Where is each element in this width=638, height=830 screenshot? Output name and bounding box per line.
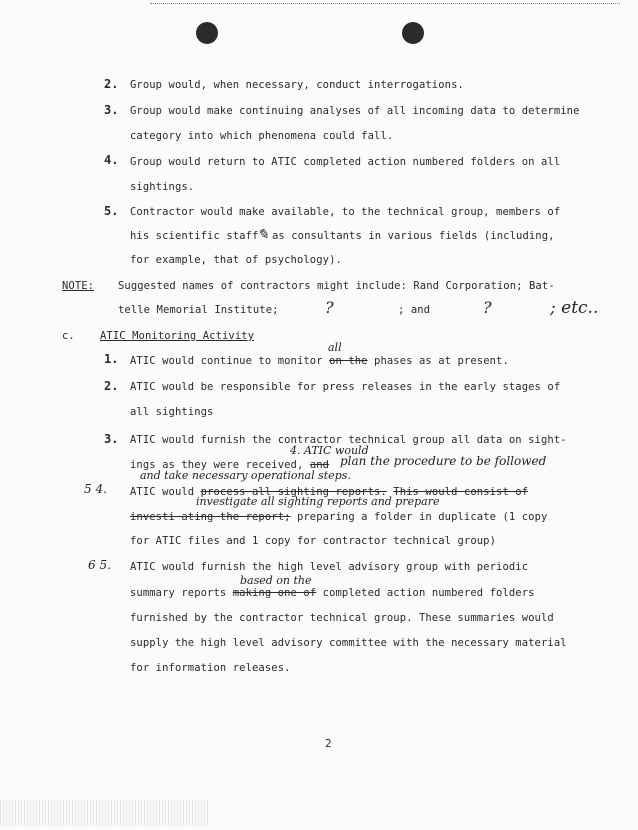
item-text: for information releases. xyxy=(130,662,291,674)
item-text: category into which phenomena could fall. xyxy=(130,130,394,142)
section-title: ATIC Monitoring Activity xyxy=(100,330,255,342)
struck-text: and xyxy=(309,459,330,471)
handwritten-insert: plan the procedure to be followed xyxy=(340,454,547,468)
struck-text: process all sighting reports. xyxy=(200,486,387,498)
scan-edge-line xyxy=(150,3,620,5)
item-number: 5. xyxy=(104,204,119,218)
struck-text: making one of xyxy=(232,587,317,599)
handwritten-insert: based on the xyxy=(240,574,312,587)
item-text: his scientific staff xyxy=(130,230,259,242)
item-number: 2. xyxy=(104,77,119,91)
item-number: 4. xyxy=(104,153,119,167)
handwritten-insert: 4. ATIC would xyxy=(290,444,369,457)
item-text: sightings. xyxy=(130,181,195,193)
item-text: summary reports xyxy=(130,587,227,599)
scan-noise xyxy=(0,800,210,826)
item-number: 2. xyxy=(104,379,119,393)
item-text: ings as they were received, xyxy=(130,459,304,471)
struck-text: on the xyxy=(329,355,368,367)
item-text: ATIC would xyxy=(130,486,195,498)
punch-hole-right xyxy=(402,22,424,44)
item-text: furnished by the contractor technical group. These summaries would xyxy=(130,612,554,624)
item-text: Group would make continuing analyses of all incoming data to determine xyxy=(130,105,580,117)
handwritten-etc: ; etc.. xyxy=(550,298,599,318)
item-text: phases as at present. xyxy=(374,355,509,367)
item-text: Group would return to ATIC completed action numbered folders on all xyxy=(130,156,561,168)
note-text: ; and xyxy=(398,304,431,316)
struck-text: investi ating the report; xyxy=(130,511,291,523)
item-text: for ATIC files and 1 copy for contractor technical group) xyxy=(130,535,497,547)
item-text: all sightings xyxy=(130,406,214,418)
handwritten-question: ? xyxy=(325,298,334,317)
page-number: 2 xyxy=(325,737,332,750)
punch-hole-left xyxy=(196,22,218,44)
struck-text: This would consist of xyxy=(393,486,529,498)
handwritten-insert: all xyxy=(328,341,342,354)
item-text: completed action numbered folders xyxy=(322,587,535,599)
section-letter: c. xyxy=(62,330,75,342)
handwritten-item-number: 6 5. xyxy=(88,558,111,572)
handwritten-insert: and take necessary operational steps. xyxy=(140,469,351,482)
item-text: supply the high level advisory committee with the necessary material xyxy=(130,637,567,649)
item-text: for example, that of psychology). xyxy=(130,254,342,266)
handwritten-question: ? xyxy=(483,298,492,317)
handwritten-mark: ✎ xyxy=(257,227,269,243)
item-text-line xyxy=(130,355,509,367)
handwritten-item-number: 5 4. xyxy=(84,482,107,496)
item-text-line xyxy=(130,587,535,599)
item-text: ATIC would continue to monitor xyxy=(130,355,323,367)
item-text: as consultants in various fields (including, xyxy=(272,230,555,242)
item-text: ATIC would furnish the high level advisory group with periodic xyxy=(130,561,529,573)
item-number: 1. xyxy=(104,352,119,366)
item-text-line xyxy=(130,511,547,523)
item-number: 3. xyxy=(104,103,119,117)
item-text: Contractor would make available, to the technical group, members of xyxy=(130,206,561,218)
item-number: 3. xyxy=(104,432,119,446)
item-text: Group would, when necessary, conduct interrogations. xyxy=(130,79,464,91)
item-text: ATIC would be responsible for press releases in the early stages of xyxy=(130,381,561,393)
note-label: NOTE: xyxy=(62,280,95,292)
handwritten-insert: investigate all sighting reports and prepare xyxy=(196,495,440,508)
note-text: telle Memorial Institute; xyxy=(118,304,279,316)
item-text: ATIC would furnish the contractor technical group all data on sight- xyxy=(130,434,567,446)
note-text: Suggested names of contractors might include: Rand Corporation; Bat- xyxy=(118,280,555,292)
item-text: preparing a folder in duplicate (1 copy xyxy=(296,511,548,523)
